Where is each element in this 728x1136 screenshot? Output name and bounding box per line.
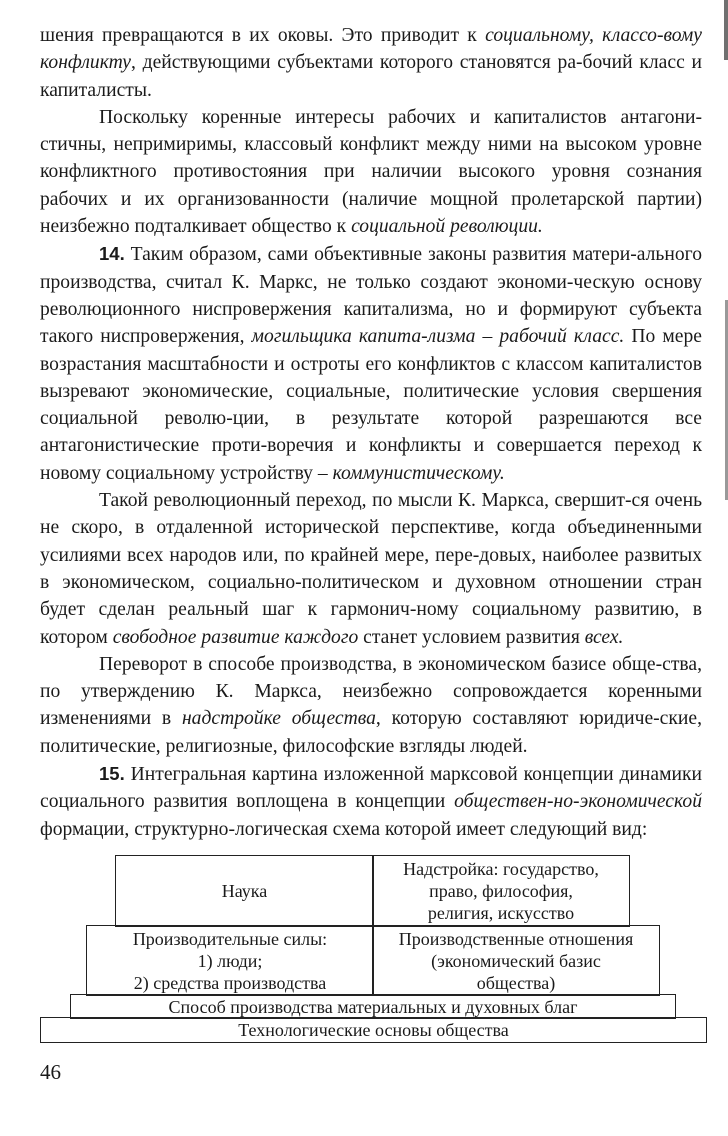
emphasis-text: обществен-но-экономической — [454, 791, 702, 813]
superstructure-label — [372, 855, 630, 927]
production-relations-line-1: Производственные отношения — [398, 928, 634, 949]
body-text: Таким образом, сами объективные законы развития матери-ального производства, считал К. Маркс, не только создают экономи-ческую основу революционного ниспровержения капитализма, но и формируют субъекта такого ниспровержения, — [40, 244, 702, 348]
technological-label: Технологические основы общества — [238, 1020, 509, 1040]
emphasis-text: могильщика капита-лизма – рабочий класс. — [251, 326, 625, 348]
productive-forces-label — [86, 925, 374, 996]
emphasis-text: социальной революции. — [351, 216, 543, 238]
superstructure-line-1: Надстройка: государство, — [403, 859, 599, 879]
superstructure-line-2: право, философия, — [429, 881, 573, 901]
mode-of-production-label: Способ производства материальных и духовных благ — [168, 996, 578, 1017]
emphasis-text: коммунистическому. — [332, 462, 505, 484]
body-text: шения превращаются в их оковы. Это приводит к — [40, 25, 486, 46]
body-text: , действующими субъектами которого становятся ра-бочий класс и капиталисты. — [40, 52, 702, 101]
body-text: станет условием развития — [358, 626, 585, 648]
emphasis-text: всех. — [584, 626, 624, 648]
body-text: Такой революционный переход, по мысли К. Маркса, свершит-ся очень не скоро, в отдаленной исторической перспективе, когда объединенными усилиями всех народов или, по крайней мере, пере-довых, наиболее развитых в экономическом, социально-политическом и духовном отношении стран будет сделан реальный шаг к гармонич-ному социальному развитию, в котором — [40, 490, 702, 648]
section-number: 15. — [99, 763, 125, 785]
body-text: Переворот в способе производства, в экономическом базисе обще-ства, по утверждению К. Маркса, неизбежно сопровождается коренными изменениями в — [40, 653, 702, 730]
emphasis-text: свободное развитие каждого — [112, 626, 359, 648]
body-text: Поскольку коренные интересы рабочих и капиталистов антагони-стичны, непримиримы, классовый конфликт между ними на высоком уровне конфликтного противостояния при наличии высокого уровня сознания рабочих и их организованности (наличие мощной пролетарской партии) неизбежно подталкивает общество к — [40, 106, 702, 238]
superstructure-line-3: религия, искусство — [427, 903, 575, 923]
productive-forces-line-2: 1) люди; — [197, 950, 263, 971]
page-number: 46 — [40, 1060, 61, 1084]
body-text: Интегральная картина изложенной марксовой концепции динамики социального развития воплощена в концепции — [40, 764, 702, 813]
body-text: формации, структурно-логическая схема которой имеет следующий вид: — [40, 818, 648, 840]
production-relations-line-3: общества) — [476, 972, 556, 993]
section-number: 14. — [99, 243, 125, 265]
production-relations-label — [372, 925, 660, 996]
science-label: Наука — [221, 881, 268, 901]
body-text: , которую составляют юридиче-ские, политические, религиозные, философские взгляды людей. — [40, 708, 702, 757]
emphasis-text: надстройке общества — [181, 708, 376, 730]
productive-forces-line-1: Производительные силы: — [132, 928, 328, 949]
production-relations-line-2: (экономический базис — [431, 950, 601, 971]
body-text: По мере возрастания масштабности и остроты его конфликтов с классом капиталистов вызревают экономические, социальные, политические условия свершения социальной револю-ции, в результате которой разрешаются все антагонистические проти-воречия и конфликты и совершается переход к новому социальному устройству – — [40, 326, 702, 484]
emphasis-text: социальному, классо-вому конфликту — [40, 25, 703, 74]
productive-forces-line-3: 2) средства производства — [133, 972, 327, 993]
page-edge-shadow — [724, 0, 728, 60]
